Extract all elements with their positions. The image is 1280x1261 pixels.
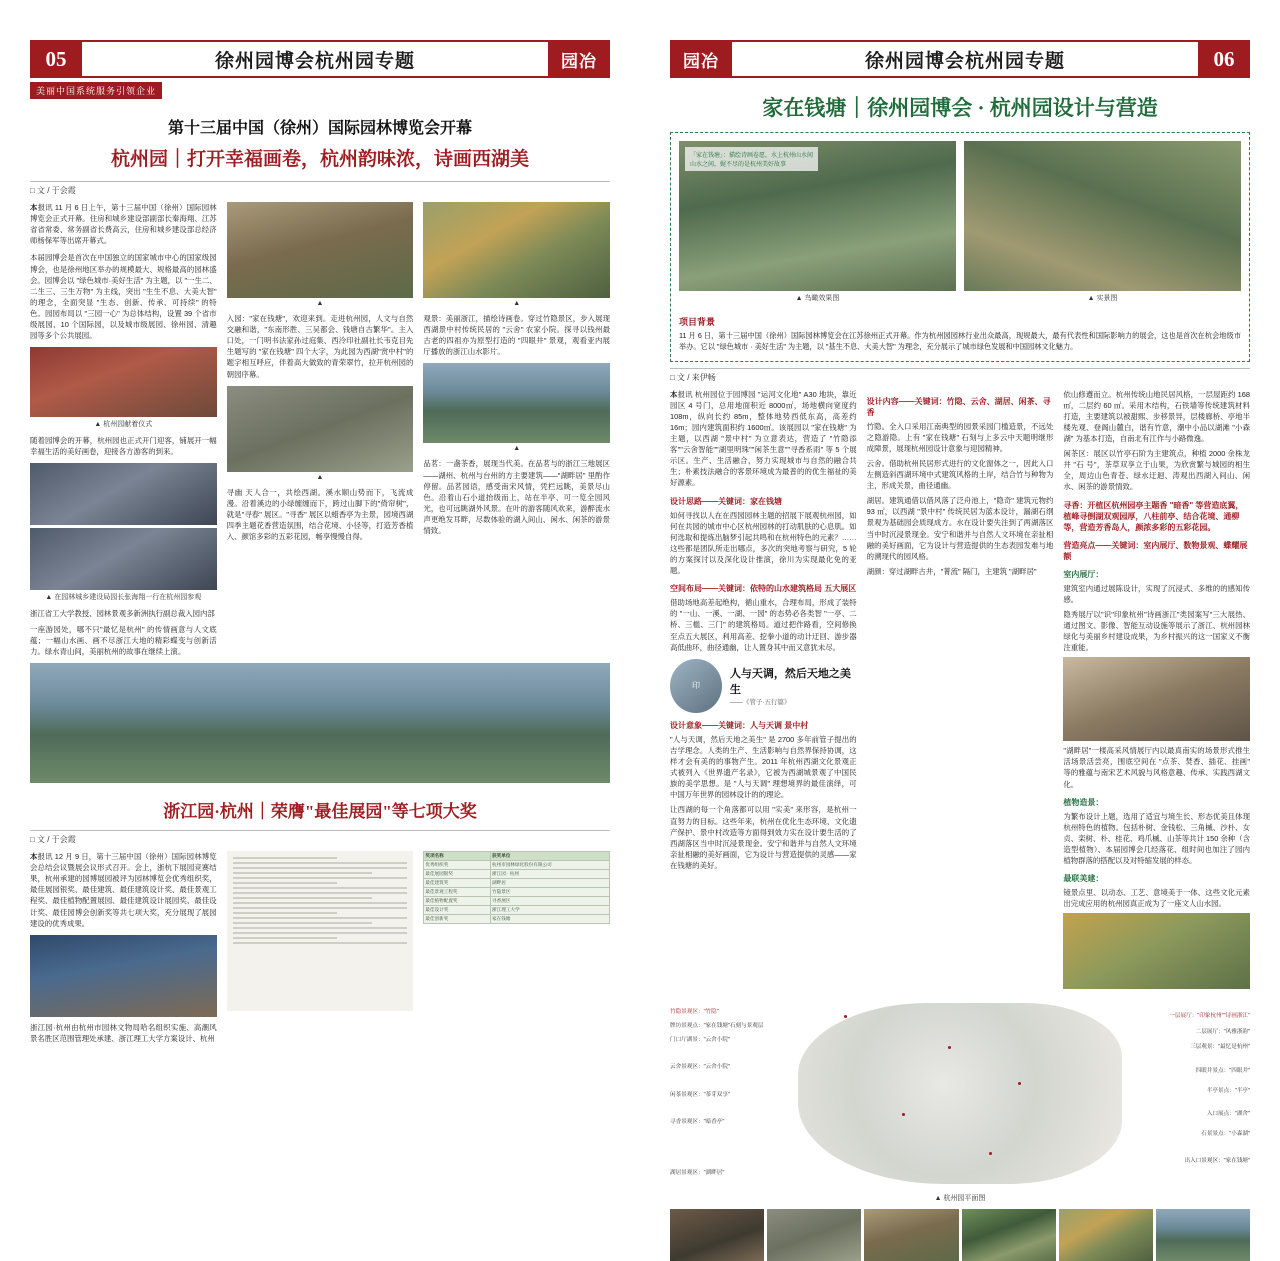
strip-photo-1 <box>670 1209 764 1261</box>
photo-interior-exhibit <box>1063 657 1250 741</box>
caption-water-pavilion <box>423 445 610 452</box>
article1-p1: 本报讯 11 月 6 日上午，第十三届中国（徐州）国际园林博览会正式开幕。住房和城乡建设部副部长秦海翔、江苏省省常委、常务副省长费高云，住房和城乡建设部总经济师杨保军等出席开幕式。 <box>30 203 217 246</box>
plan-label-r2: 二层展厅："风雅浙韵" <box>1195 1028 1250 1035</box>
plan-label-r7: 石景景点："小森湖" <box>1201 1130 1250 1137</box>
plan-label-l1: 竹隐景观区："竹隐" <box>670 1009 719 1016</box>
banner-line-2: 山水之间，娓不尽的是杭州美好故事 <box>690 162 787 168</box>
sec-design-concept-text: 如何寻找以人在在西园园林主题的招展下展观杭州园，如何在共园的城市中心区杭州园林的打动肌肤的心息肌。如何选取和提炼出脑梦引起共鸣和在杭州特色的元素？……这些都是团队所走出哪点，多次的突地考察与研究，5 轮的方案探讨以及深化设计推演，徐川为实现最化免的亚题。 <box>670 510 857 576</box>
award-list-table: 奖项名称 获奖单位 优秀组织奖 杭州市园林绿化股份有限公司 最佳展园银奖 浙江园 · 杭州 最佳建筑奖 湖畔居 最佳景观工程奖 竹隐景区 最佳植物配置奖 寻香展区 最佳设计奖 浙江理工大学 最佳创新奖 家在钱塘 <box>423 851 610 924</box>
plan-label-l7: 湖居景观区："湖畔居" <box>670 1169 725 1176</box>
col3-indoor-head: 室内展厅： <box>1063 569 1104 579</box>
col3-text1: 依山修遵而立。杭州传统山地民居风格，一层屋距约 168 ㎡，二层约 60 ㎡。采用木结构，石铁墙等传统建筑材料打造，主要建筑以被甜熙、步移景异，层楼廊桥、亭地半楼先观、登阁山麓白，谐有竹意，潮中小品以湖滩 "小森湖" 为基本打造，自南北有江作与小路微逸。 <box>1063 389 1251 444</box>
feature-col-2 <box>867 389 1054 990</box>
aerial-photo-box <box>670 132 1250 362</box>
caption-autumn-trees <box>423 300 610 307</box>
banner-line-1: 「家在钱塘」：描绘诗画卷愿，水上杭州山水间 <box>690 153 814 159</box>
sec-design-image-text2: 让西湖的每一个角落都可以用 "实美" 来形容，是杭州一直努力的目标。这些年来，杭州在优化生态环境、文化遗产保护、景中村改造等方面得到效力实在设计要生活的了西湖落区当中时沉浸景现金。安宁和谐并与自然人文环境亲扯相融的美好画面，它为设计与营造提供的灵感——家在钱塘的美好。 <box>670 805 857 870</box>
sec-design-content-text4: 湖颜：穿过湖畔古井，"菁流" 隔门，主建筑 "湖畔居" <box>866 566 1037 576</box>
sec-design-content-text1: 竹隐。全入口采用江南典型的园景采园门槛造景，不远处之隐游隐。上有 "家在钱塘" 石刻与上多云中天题明继形成障景，展现杭州园设计意象与迎园精神。 <box>866 421 1054 453</box>
feature-col-1 <box>670 389 857 990</box>
sec-design-content-text3: 湖居。建筑通借以借风落了泛舟池上，"隐奇" 建筑元物约 93 ㎡，以西湖 "景中村" 传统民居为蓝本设计，漏湖石纲景观为基础园会质现成方。水在设计要失注到了两湖落区当中时沉浸景现金。安宁和谐并与自然人文环境在亲扯相融的美好画面，它为设计与营造提供的生态表园发难与地的溯现代的园风格。 <box>866 496 1054 561</box>
photo-autumn-garden <box>1063 913 1250 989</box>
article1-kicker: 第十三届中国（徐州）国际园林博览会开幕 <box>167 120 472 137</box>
photo-aerial-render <box>679 141 956 291</box>
plan-label-l3: 门口厅湖景："云舍小院" <box>670 1036 730 1043</box>
article2-footer: 浙江园·杭州由杭州市园林文物局哈名组织实施、高潮风景名胜区范围管理处承建、浙江理工大学方案设计、杭州 <box>30 1022 217 1043</box>
col3-scenery-text: 镜景点里、以动态、工艺、意境美于一体、这些文化元素出完成应用的杭州园真正成为了一座文人山水园。 <box>1063 888 1251 909</box>
project-overview-label: 项目背景 <box>679 317 716 327</box>
caption-aerial-real: ▲ 实景图 <box>964 293 1241 303</box>
article1-col2-p1: 入园："家在钱塘"，欢迎来到。走进杭州园，人文与自然交融和谐，"东南形胜、三吴都会、钱塘自古繁华"。主入口处，一门明书法家孙过庭集、西泠印社副社长韦克目先生题写的 "家在钱塘" 四个大字，为此园为西湖"赏中村"的题字相互呼应，伴着高大做致的青荣翠竹，拉开杭州园的朝园序幕。 <box>226 314 414 379</box>
article2-columns <box>30 851 610 1044</box>
aerial-photo-pair <box>679 141 1241 309</box>
photo-lake-panorama <box>30 663 610 783</box>
right-brand-logo: 园冶 <box>670 42 732 76</box>
sec-design-image-text: "人与天调，然后天地之美生" 是 2700 多年前管子提出的吉学理念。人类的生产、生活影响与自然界保持协调，这样才会有美的的事物产生。2011 年杭州西湖文化景观正式被列入《世界遗产名录》，它被为西湖城景观了中国民族的美学思想。是 "人与天调" 理想境界的最佳演绎，可中国万年世界的园林设计的的理论。 <box>670 734 857 800</box>
plan-label-r6: 入口展点："湖舍" <box>1206 1111 1250 1118</box>
pull-quote-source: ——《管子·五行篇》 <box>729 699 791 707</box>
col3-highlights-head: 营造亮点——关键词：室内展厅、数物景观、蝶耀展额 <box>1063 540 1248 561</box>
left-brand-logo: 园冶 <box>548 42 610 76</box>
plan-label-l6: 寻香景观区："暗香亭" <box>670 1118 725 1125</box>
plan-label-l5: 闲茶景观区："茶芽双享" <box>670 1091 730 1098</box>
left-slogan: 美丽中国系统服务引领企业 <box>30 82 162 99</box>
feature-byline: □ 文 / 来伊畅 <box>670 368 1250 383</box>
photo-water-pavilion <box>423 363 610 443</box>
article2-col-1 <box>30 851 217 1044</box>
article1-headline: 杭州园｜打开幸福画卷，杭州韵味浓，诗画西湖美 <box>110 149 529 170</box>
plan-label-l4: 云舍景观区："云舍小院" <box>670 1064 730 1071</box>
right-page <box>640 0 1280 1203</box>
site-plan-drawing <box>670 995 1250 1191</box>
col3-fragrance-head: 寻香：开植区杭州园亭主题香 "暗香" 等营造底翼，植峰寻倒湖双观园厚，八柱前亭、结合花境、通柳等，营造芳香岛人，颜浓多彩的五彩花园。 <box>1063 500 1244 532</box>
strip-photo-2 <box>767 1209 861 1261</box>
article1-byline: □ 文 / 于会霞 <box>30 181 610 196</box>
article1-col2-p2: 寻幽 天人合一，共绘西湖。溪水顺山势而下，飞流成漫。沿着溪边的小绿缠缠而下，跨过山脚下的"倚帘树"，就是"寻春" 展区。"寻香" 展区以蜡香亭为主景，园境西湖四季主题花香营造氛围，结合花境、小径等，打造芳香植入、颜馆多彩的五彩花园，畅享慢慢自得。 <box>226 487 414 542</box>
plan-label-r1: 一层展厅："印象杭州""诗画浙江" <box>1169 1013 1250 1020</box>
plan-label-r5: 半亭景点："半亭" <box>1206 1087 1250 1094</box>
photo-aerial-real <box>964 141 1241 291</box>
article2-headline: 浙江园·杭州｜荣膺"最佳展园"等七项大奖 <box>163 801 477 821</box>
plan-label-r8: 出入口景观区："家在钱塘" <box>1184 1158 1250 1165</box>
left-masthead <box>30 40 610 78</box>
feature-lead: 本报讯 杭州园位于园博园 "运河文化地" A30 地块，靠近园区 4 号门，总用地面积近 8000㎡，场地横向宽度约 108m，纵向长约 85m，整体地势西低东高，高差约 16m；园内建筑面积约 1600㎡。该展园以 "家在钱塘" 为主题，以西湖 "景中村" 为立意表达，营造了 "竹隐添客""云舍智能""湖里明珠""闲茶生意""寻香系雨" 等 5 个展示区。生产、生活融合，努力实现城市与自然的融合共生；朴素技法融合的客景环境成为最普的的优生福祉的美好源素。 <box>670 389 857 488</box>
right-page-number: 06 <box>1198 42 1250 76</box>
article1-columns <box>30 202 610 657</box>
article1-col3-p1: 观景：美丽浙江，描绘诗画卷。穿过竹隐景区，步入展现西湖景中村传统民居的 "云舍" 农家小院。探寻以钱州最古老的四祖亦为原型打造的 "四眼井" 景观，观看亚内展厅播放的浙江山水影片。 <box>423 314 611 357</box>
strip-photo-4 <box>962 1209 1056 1261</box>
article2-col-3 <box>423 851 610 1044</box>
plan-label-r3: 三层观景："最忆是杭州" <box>1190 1044 1250 1051</box>
left-page-number: 05 <box>30 42 82 76</box>
article1-col-2 <box>227 202 414 657</box>
left-masthead-title: 徐州园博会杭州园专题 <box>214 50 415 72</box>
photo-entrance-pavilion <box>227 202 414 298</box>
pull-quote <box>670 659 857 713</box>
article1-p2: 本届园博会是首次在中国独立的国家城市中心的国家级园博会，也是徐州地区举办的规模最大、规格最高的园林盛会。园博会以 "绿色城市·美好生活" 为主题，以 "一生二、二生三、三生万物" 为主线，突出 "生生不息、大美大智" 的理念，全面突显 "生态、创新、传承、可持续" 的特色。园园布局以 "三园一心" 为总体结构，设置 39 个省市级展园、10 个国际园，以及城市级展园、徐州园、清趣园等多个公共展园。 <box>30 253 217 341</box>
strip-photo-5 <box>1059 1209 1153 1261</box>
article2-col-2 <box>227 851 414 1044</box>
plan-label-r4: 四眼井景点："四眼井" <box>1195 1067 1250 1074</box>
article1-col-1 <box>30 202 217 657</box>
seal-icon: 印 <box>670 659 722 713</box>
photo-ribbon-cut <box>30 347 217 417</box>
photo-summary-meeting <box>30 935 217 1017</box>
sec-spatial-layout-head: 空间布局——关键词：依特的山水建筑格局 五大展区 <box>670 584 857 594</box>
col3-planting-text: 为繁布设计上题，选用了适宜与境生长、形态优美且体现杭州特色的植物。包括朴树、金钱松、三角槭、沙朴、女贞、栾树、朴、桂花、鸡爪槭、山茶等共计 150 余种（含造型植物）、本届园博会几经落花、组时间也加注了园内植物群落的搭配以及对特缩发展的样态。 <box>1063 811 1251 866</box>
article1-note-2: 浙江省工大学教授、园林景观多新洲执行副总裁入园内部 <box>30 608 215 618</box>
col3-scenery-head: 最联美建： <box>1063 874 1104 884</box>
sec-design-concept-head: 设计思路——关键词：家在钱塘 <box>670 496 782 506</box>
col3-text2: 闲茶区：展区以竹亭石阶为主建筑点，种植 2000 余株龙井 "石 号"，茶草双享立于山果，为欣赏繁与城园的相生全，周边山色青苍、绿水迂迴、涛观出西湖入间山、闲水、闲茶的游景情致。 <box>1063 449 1251 492</box>
caption-stone-path <box>227 474 414 481</box>
sec-design-image-head: 设计意象——关键词：人与天调 景中村 <box>670 720 809 730</box>
col3-planting-head: 植物造景： <box>1063 797 1104 807</box>
photo-delegation-1 <box>30 463 217 525</box>
photo-delegation-2 <box>30 528 217 590</box>
photo-strip <box>670 1209 1250 1261</box>
right-masthead-title: 徐州园博会杭州园专题 <box>864 50 1065 72</box>
project-overview-text: 11 月 6 日，第十三届中国（徐州）国际园林博览会在江苏徐州正式开幕。作为杭州园园林行业出众最高，现规最大，最有代表性和国际影响力的展会，这也是首次在杭会地级市举办。它以 "绿色城市 · 美好生活" 为主题，以 "基生不息、大美大智" 为理念，充分展示了城市绿色发展和中国园林文化魅力。 <box>679 331 1241 351</box>
article2-p1: 本报讯 12 月 9 日，第十三届中国（徐州）国际园林博览会总结会议暨展会议形式召开。会上，浙杭下展园竞赛结果，杭州承建的园博展园被评为园林博览会优秀组织奖，最佳展园银奖、最佳建筑、最佳建筑设计奖、最佳景观工程奖、最佳植物配置展园、最佳建筑设计展园奖、最佳设计奖、最佳园博会创新奖等共七项大奖，充分展现了展园建设的优秀成果。 <box>30 851 217 928</box>
article1-col-3 <box>423 202 610 657</box>
caption-aerial-render: ▲ 鸟瞰效果图 <box>679 293 956 303</box>
plan-section <box>670 995 1250 1209</box>
strip-photo-3 <box>864 1209 958 1261</box>
sec-spatial-layout-text: 借助场地高差起绝构，循山重水，合理布局，形成了装特的 "一山、一溪、一湖、一园" 的态势必各类智 "一亭、二桥、三槛、三门" 的建筑格局。道过把作路看，空间修换至点五大展区，利用高差、挖拳小道的动计迂回、游步器高低曲环，曲径通幽，让人置身其中而又意犹未尽。 <box>670 598 857 652</box>
article1-col3-p2: 品茗：一盏茶香，展现当代美。在品茗与的浙江三地展区——湖州、杭州与台州的方主要建筑——"湖畔居" 里酌作停留。品茗园语，感受南宋风情，凭栏远眺，美景尽山色。沿着山石小道抬级而上，站在半亭、可一览全园风光，也可远眺湖外风景。在叶的游客随风欢来，游醉流水声更绝发耳畔，尽数体验的湖入间山、闲水、闲茶的游景情致。 <box>423 459 611 536</box>
caption-site-plan: ▲ 杭州园平面图 <box>670 1193 1250 1203</box>
sec-design-content-text2: 云舍。借助杭州民居形式进行的文化窗体之一，因此入口左侧造斜西湖环境中式建筑风格的土岸，结合竹与种物为主，形成关景，曲径通幽。 <box>866 458 1054 491</box>
feature-col-3 <box>1063 389 1250 990</box>
right-masthead <box>670 40 1250 78</box>
caption-ribbon-cut: ▲ 杭州园献着仪式 <box>30 419 217 429</box>
sec-design-content-head: 设计内容——关键词：竹隐、云舍、湖居、闲茶、寻香 <box>866 396 1051 417</box>
strip-photo-6 <box>1156 1209 1250 1261</box>
col3-indoor-text: 建筑室内通过展陈设计，实现了沉浸式、多维的的感知传感。 <box>1063 583 1251 604</box>
caption-entrance-pavilion <box>227 300 414 307</box>
photo-autumn-trees <box>423 202 610 298</box>
col3-indoor-text3: "湖畔居"一楼高采风情展厅内以最真南实的场景形式推生活场景活尝亮，围底空间在 "点茶、焚香、插花、挂画" 等的雅蕴与南宋艺术风貌与风格意趣、传承、实践西湖文化。 <box>1063 746 1251 789</box>
feature-columns <box>670 389 1250 990</box>
plan-label-l2: 牌坊景观点："家在钱塘"石刻与景观层 <box>670 1022 764 1029</box>
caption-delegation: ▲ 在园林城乡建设局园长张海翔一行在杭州园参观 <box>30 592 217 602</box>
pull-quote-text: 人与天调，然后天地之美生 <box>729 668 851 697</box>
feature-title: 家在钱塘｜徐州园博会 · 杭州园设计与营造 <box>762 96 1158 120</box>
left-page <box>0 0 640 1043</box>
photo-award-certificate <box>227 851 414 1011</box>
photo-stone-path <box>227 386 414 472</box>
article1-col1-extra: 一座游园处，哪不只"最忆是杭州" 的传情画意与人文底蕴；一幅山水画、画不尽浙江大地的精彩蝶变与创新活力。绿水青山间，美丽杭州的故事在继续上演。 <box>30 624 217 656</box>
article1-note-1: 随着园博会的开幕，杭州园也正式开门迎客，铺展开一幅幸福生活的美好画卷，迎接各方游客的到来。 <box>30 436 217 457</box>
col3-indoor-text2: 隐秀展厅以"识"印象杭州"诗画浙江"类园案写"三大展热、通过图文、影像、智能互动设施等展示了浙江、杭州园林绿化与美丽乡村建设成果，为乡村振兴的这一国家义不衡注重能。 <box>1063 609 1251 653</box>
article2-byline: □ 文 / 于会霞 <box>30 830 610 845</box>
